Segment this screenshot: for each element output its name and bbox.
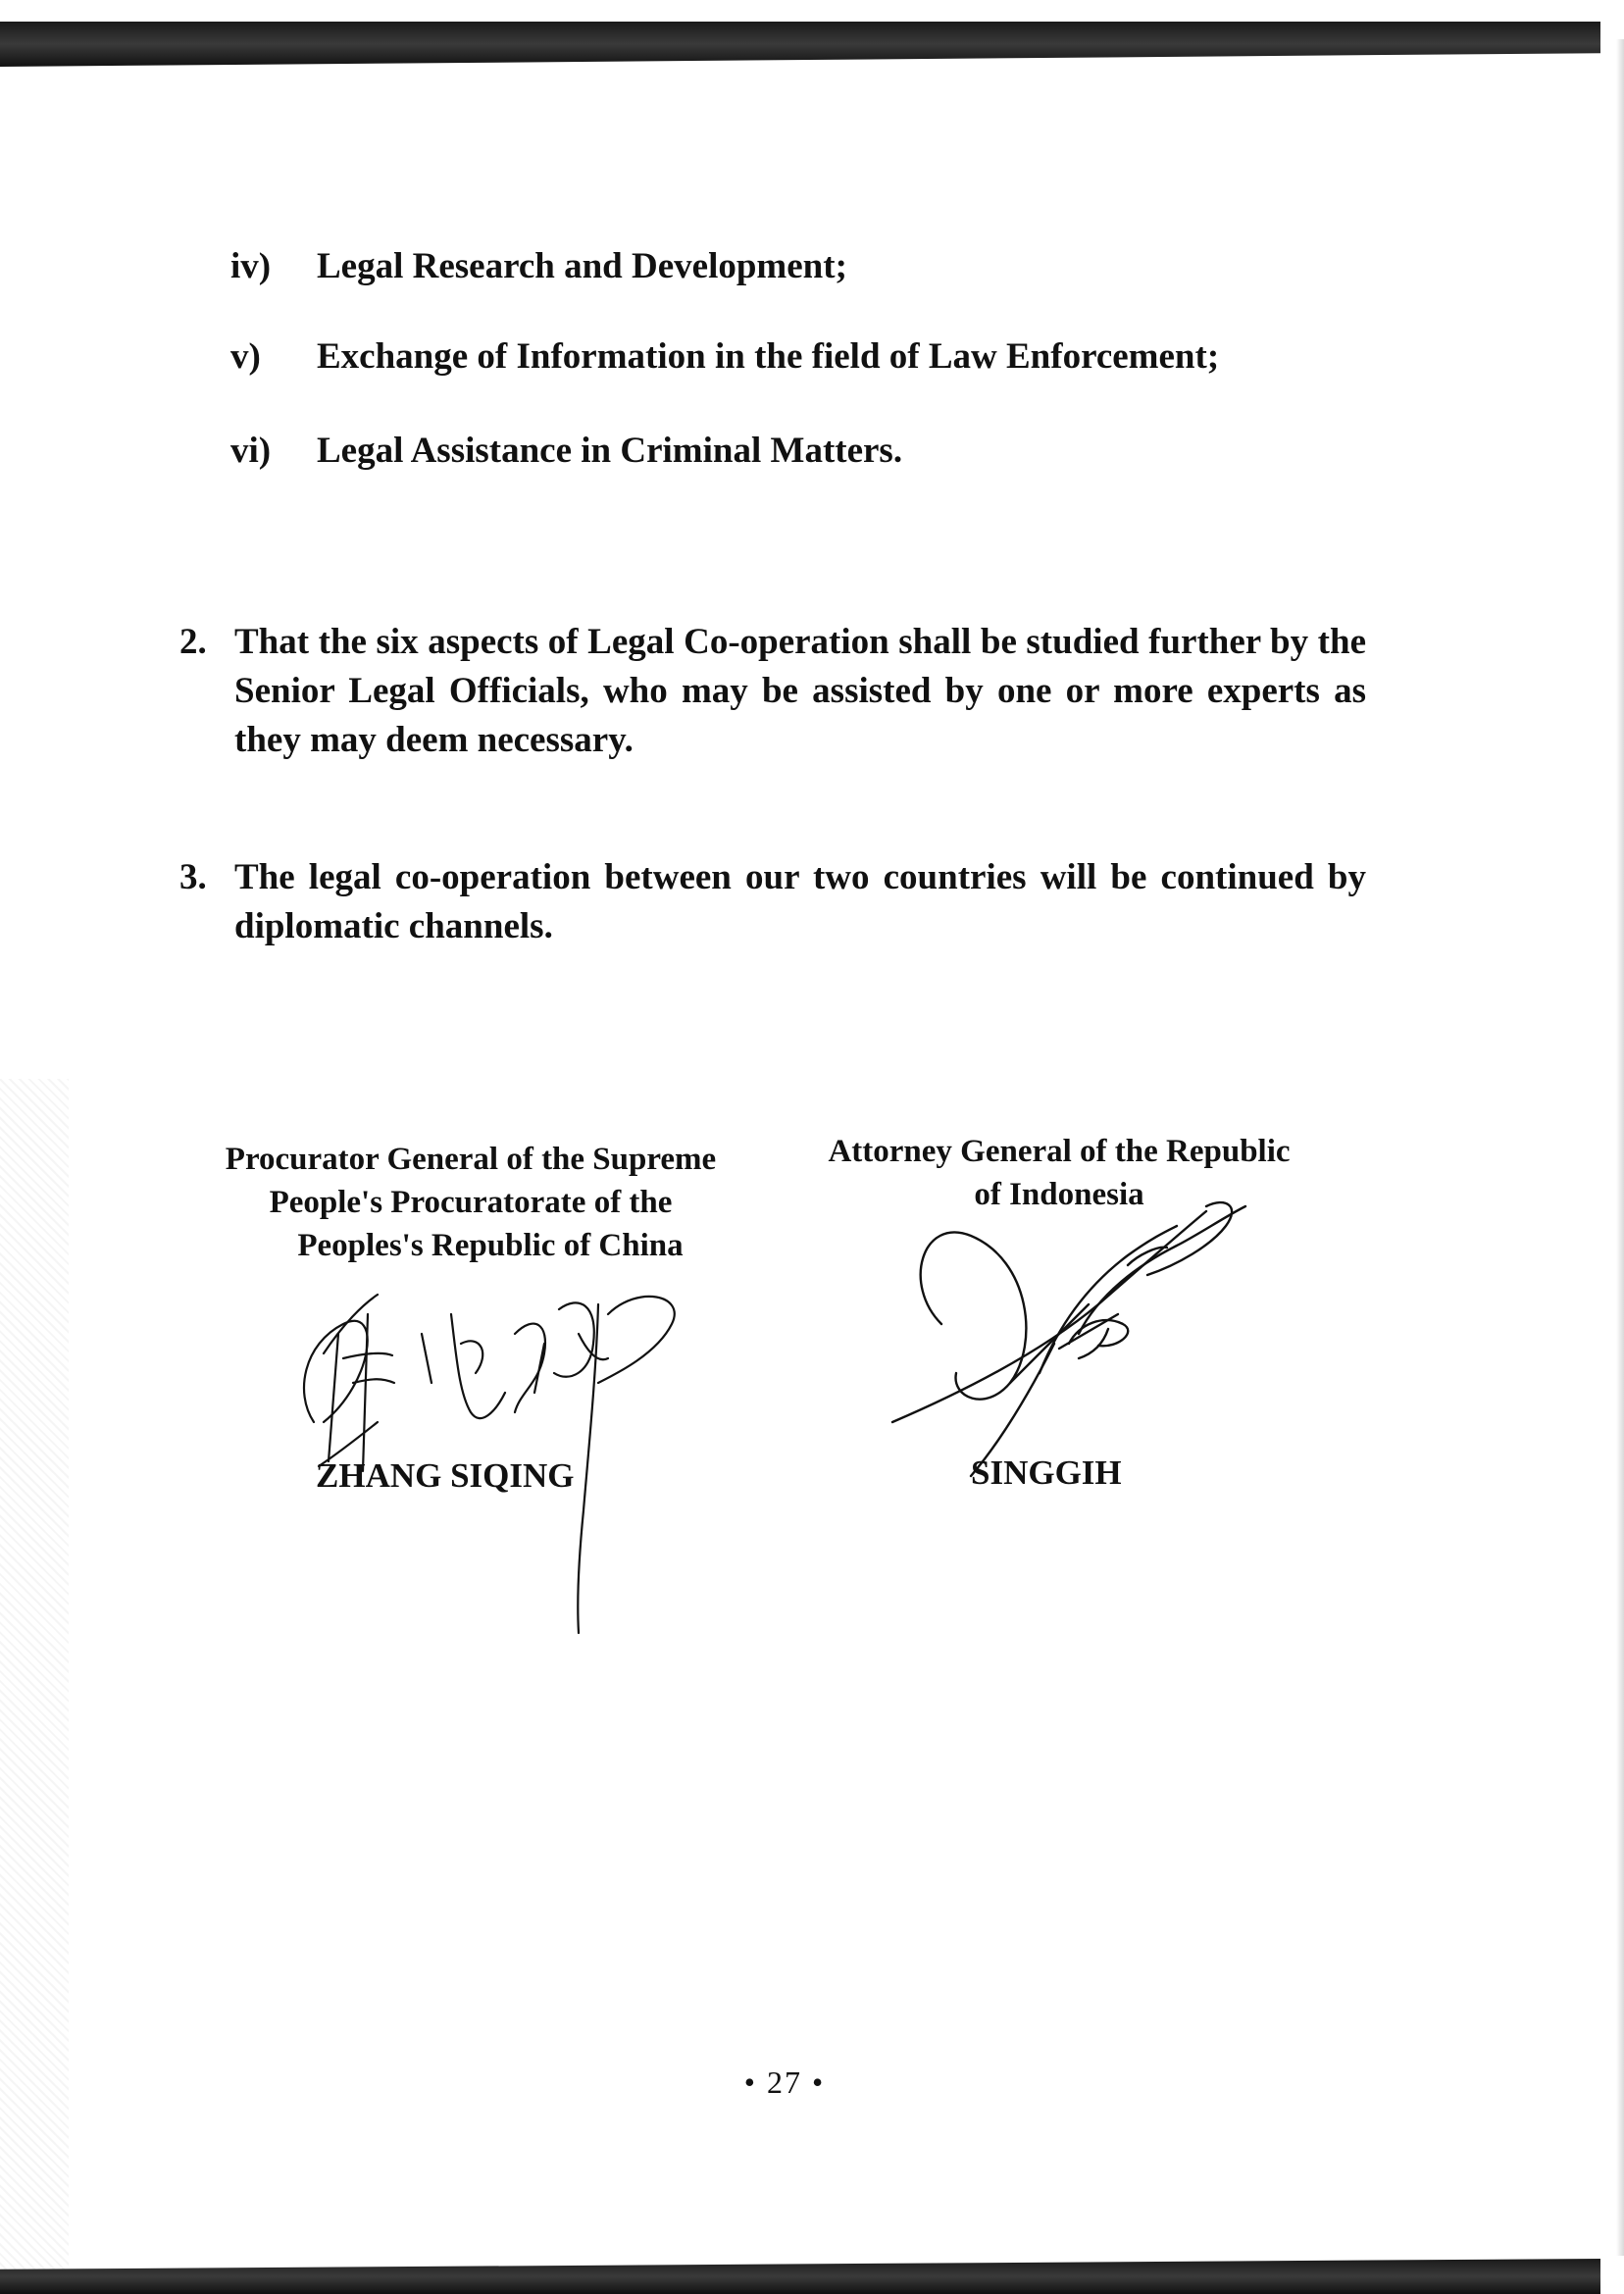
signatory-name-indonesia: SINGGIH — [971, 1453, 1122, 1492]
list-item-text: Legal Assistance in Criminal Matters. — [317, 431, 903, 471]
clause-text: That the six aspects of Legal Co-operation shall be studied further by the Senior Legal Officials, who may be assisted by one or more experts as they may deem necessary. — [234, 622, 1366, 760]
clause-number: 2. — [179, 622, 207, 662]
signatory-title-line: People's Procuratorate of the — [269, 1185, 673, 1220]
clause-3 — [179, 853, 1366, 951]
signatory-title-line: Peoples's Republic of China — [297, 1228, 684, 1263]
list-item-text: Exchange of Information in the field of Law Enforcement; — [317, 336, 1220, 377]
scan-noise-left — [0, 1079, 69, 2294]
page-number: • 27 • — [743, 2065, 826, 2100]
list-item-iv — [230, 245, 847, 287]
list-item-number: v) — [230, 336, 261, 377]
scan-border-top — [0, 22, 1600, 67]
clause-number: 3. — [179, 857, 207, 897]
list-item-vi — [230, 430, 902, 472]
list-item-text: Legal Research and Development; — [317, 246, 847, 286]
list-item-v — [230, 335, 1219, 378]
clause-text: The legal co-operation between our two countries will be continued by diplomatic channels. — [234, 857, 1366, 946]
signatory-name-china: ZHANG SIQING — [316, 1456, 575, 1495]
scan-border-right — [1616, 39, 1624, 2256]
signatory-title-line: of Indonesia — [974, 1177, 1144, 1212]
handwritten-signature-indonesia — [883, 1177, 1255, 1491]
scan-border-bottom — [0, 2259, 1600, 2294]
list-item-number: vi) — [230, 431, 272, 471]
signatory-title-line: Attorney General of the Republic — [828, 1134, 1291, 1169]
signatory-title-china — [181, 1138, 760, 1267]
list-item-number: iv) — [230, 246, 272, 286]
clause-2 — [179, 618, 1366, 765]
signatory-title-line: Procurator General of the Supreme — [225, 1142, 717, 1177]
